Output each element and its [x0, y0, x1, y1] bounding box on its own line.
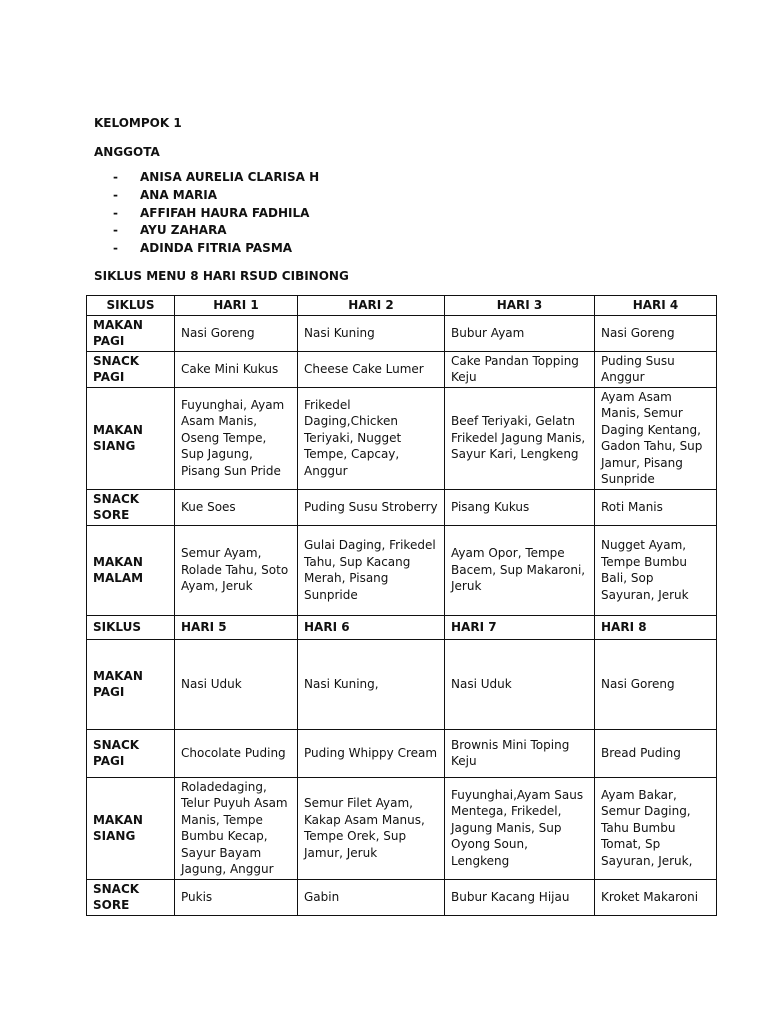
table-cell: Nugget Ayam, Tempe Bumbu Bali, Sop Sayuran, Jeruk — [595, 525, 717, 615]
members-label: ANGGOTA — [94, 145, 160, 159]
table-header-row — [87, 296, 717, 316]
table-cell: Roti Manis — [595, 489, 717, 525]
bullet-dash: - — [113, 241, 118, 256]
table-cell: Nasi Goreng — [175, 315, 298, 351]
member-name: ANA MARIA — [140, 187, 218, 202]
table-cell: Beef Teriyaki, Gelatn Frikedel Jagung Manis, Sayur Kari, Lengkeng — [445, 387, 595, 489]
bullet-dash: - — [113, 223, 118, 238]
row-label: SNACK PAGI — [87, 351, 175, 387]
table-cell: Nasi Goreng — [595, 315, 717, 351]
table-cell: Ayam Asam Manis, Semur Daging Kentang, Gadon Tahu, Sup Jamur, Pisang Sunpride — [595, 387, 717, 489]
table-header-row — [87, 615, 717, 639]
column-header: HARI 8 — [595, 615, 717, 639]
table-cell: Kue Soes — [175, 489, 298, 525]
table-row — [87, 351, 717, 387]
table-row — [87, 729, 717, 777]
column-header: HARI 6 — [298, 615, 445, 639]
row-label: MAKAN SIANG — [87, 777, 175, 879]
bullet-dash: - — [113, 205, 118, 220]
member-name: ADINDA FITRIA PASMA — [140, 241, 293, 256]
table-cell: Bubur Ayam — [445, 315, 595, 351]
column-header: HARI 7 — [445, 615, 595, 639]
table-row — [87, 525, 717, 615]
table-cell: Nasi Uduk — [445, 639, 595, 729]
table-row — [87, 387, 717, 489]
table-cell: Ayam Bakar, Semur Daging, Tahu Bumbu Tomat, Sp Sayuran, Jeruk, — [595, 777, 717, 879]
table-cell: Chocolate Puding — [175, 729, 298, 777]
table-cell: Nasi Kuning, — [298, 639, 445, 729]
table-cell: Puding Whippy Cream — [298, 729, 445, 777]
table-cell: Brownis Mini Toping Keju — [445, 729, 595, 777]
table-cell: Bread Puding — [595, 729, 717, 777]
table-cell: Nasi Uduk — [175, 639, 298, 729]
row-label: SNACK PAGI — [87, 729, 175, 777]
row-label: MAKAN MALAM — [87, 525, 175, 615]
table-cell: Gabin — [298, 879, 445, 915]
table-cell: Gulai Daging, Frikedel Tahu, Sup Kacang Merah, Pisang Sunpride — [298, 525, 445, 615]
column-header: SIKLUS — [87, 615, 175, 639]
table-cell: Roladedaging, Telur Puyuh Asam Manis, Tempe Bumbu Kecap, Sayur Bayam Jagung, Anggur — [175, 777, 298, 879]
member-name: AFFIFAH HAURA FADHILA — [140, 205, 310, 220]
table-cell: Pisang Kukus — [445, 489, 595, 525]
table-cell: Frikedel Daging,Chicken Teriyaki, Nugget Tempe, Capcay, Anggur — [298, 387, 445, 489]
table-row — [87, 639, 717, 729]
member-name: ANISA AURELIA CLARISA H — [140, 170, 320, 184]
table-cell: Ayam Opor, Tempe Bacem, Sup Makaroni, Jeruk — [445, 525, 595, 615]
table-cell: Fuyunghai, Ayam Asam Manis, Oseng Tempe, Sup Jagung, Pisang Sun Pride — [175, 387, 298, 489]
row-label: MAKAN SIANG — [87, 387, 175, 489]
group-title: KELOMPOK 1 — [94, 116, 182, 130]
column-header: HARI 2 — [298, 296, 445, 316]
member-name: AYU ZAHARA — [140, 223, 227, 238]
table-cell: Nasi Goreng — [595, 639, 717, 729]
table-cell: Cheese Cake Lumer — [298, 351, 445, 387]
column-header: HARI 3 — [445, 296, 595, 316]
column-header: HARI 4 — [595, 296, 717, 316]
table-cell: Puding Susu Stroberry — [298, 489, 445, 525]
column-header: HARI 5 — [175, 615, 298, 639]
table-row — [87, 315, 717, 351]
table-row — [87, 879, 717, 915]
table-row — [87, 777, 717, 879]
column-header: SIKLUS — [87, 296, 175, 316]
table-cell: Kroket Makaroni — [595, 879, 717, 915]
table-row — [87, 489, 717, 525]
table-cell: Fuyunghai,Ayam Saus Mentega, Frikedel, Jagung Manis, Sup Oyong Soun, Lengkeng — [445, 777, 595, 879]
table-cell: Pukis — [175, 879, 298, 915]
table-cell: Cake Pandan Topping Keju — [445, 351, 595, 387]
menu-title: SIKLUS MENU 8 HARI RSUD CIBINONG — [94, 269, 349, 283]
table-cell: Bubur Kacang Hijau — [445, 879, 595, 915]
table-cell: Semur Ayam, Rolade Tahu, Soto Ayam, Jeruk — [175, 525, 298, 615]
bullet-dash: - — [113, 187, 118, 202]
table-cell: Nasi Kuning — [298, 315, 445, 351]
menu-table — [86, 295, 717, 916]
row-label: SNACK SORE — [87, 879, 175, 915]
row-label: SNACK SORE — [87, 489, 175, 525]
row-label: MAKAN PAGI — [87, 639, 175, 729]
table-cell: Puding Susu Anggur — [595, 351, 717, 387]
table-cell: Semur Filet Ayam, Kakap Asam Manus, Tempe Orek, Sup Jamur, Jeruk — [298, 777, 445, 879]
table-cell: Cake Mini Kukus — [175, 351, 298, 387]
row-label: MAKAN PAGI — [87, 315, 175, 351]
bullet-dash: - — [113, 170, 118, 184]
column-header: HARI 1 — [175, 296, 298, 316]
